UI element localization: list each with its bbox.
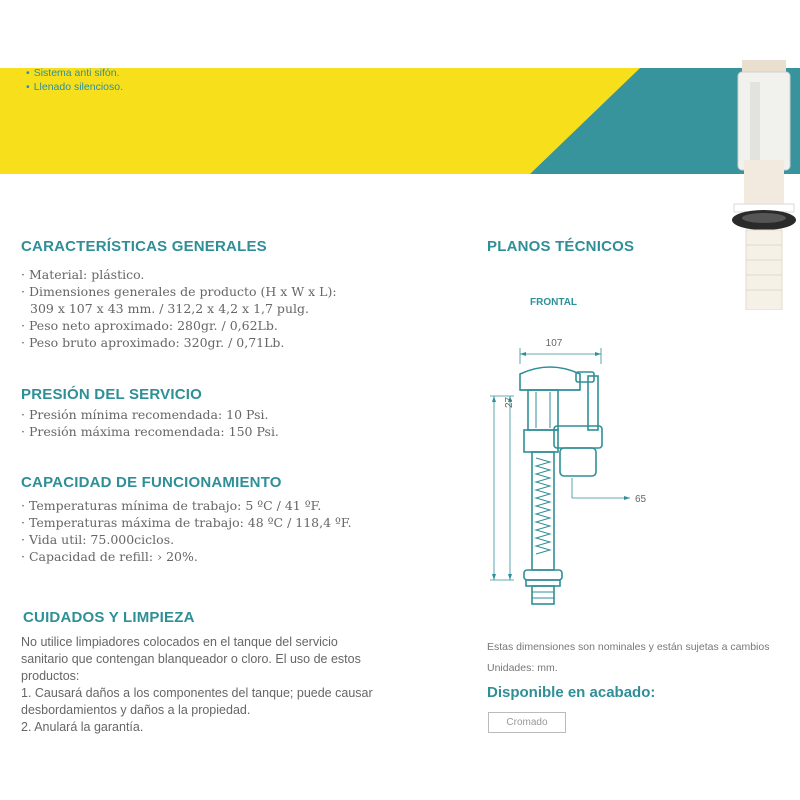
- fill-valve-photo: [728, 60, 800, 310]
- spec-item: · Vida util: 75.000ciclos.: [21, 532, 175, 547]
- spec-item: · Peso bruto aproximado: 320gr. / 0,71Lb.: [21, 335, 285, 350]
- presion-list: [21, 406, 279, 440]
- spec-item: · Capacidad de refill: › 20%.: [21, 549, 198, 564]
- section-title-presion: PRESIÓN DEL SERVICIO: [21, 386, 202, 403]
- units-note: Unidades: mm.: [487, 662, 558, 674]
- dim-height-label: 27: [504, 396, 515, 408]
- available-finish-title: Disponible en acabado:: [487, 684, 656, 701]
- section-title-caracteristicas: CARACTERÍSTICAS GENERALES: [21, 238, 267, 255]
- cuidados-line: 1. Causará daños a los componentes del tanque; puede causar: [21, 686, 373, 700]
- view-label-frontal: FRONTAL: [530, 297, 578, 308]
- spec-item: · Presión máxima recomendada: 150 Psi.: [21, 424, 279, 439]
- capacidad-list: [21, 497, 352, 565]
- section-title-capacidad: CAPACIDAD DE FUNCIONAMIENTO: [21, 474, 282, 491]
- dim-width-label: 107: [545, 338, 563, 349]
- feature-bullets: [26, 66, 123, 94]
- technical-drawing: [480, 330, 660, 610]
- dim-side-label: 65: [635, 494, 647, 505]
- cuidados-line: 2. Anulará la garantía.: [21, 720, 144, 734]
- spec-item: · Temperaturas mínima de trabajo: 5 ºC / 41 ºF.: [21, 498, 322, 513]
- cuidados-line: sanitario que contengan blanqueador o cloro. El uso de estos: [21, 652, 361, 666]
- spec-item: · Temperaturas máxima de trabajo: 48 ºC / 118,4 ºF.: [21, 515, 352, 530]
- spec-item: · Peso neto aproximado: 280gr. / 0,62Lb.: [21, 318, 278, 333]
- finish-option-cromado[interactable]: Cromado: [488, 712, 566, 733]
- feature-bullet: • Llenado silencioso.: [26, 80, 123, 94]
- spec-item: · Dimensiones generales de producto (H x W x L):: [21, 284, 337, 299]
- cuidados-line: productos:: [21, 669, 80, 683]
- dimensions-note: Estas dimensiones son nominales y están sujetas a cambios: [487, 641, 770, 653]
- spec-item: 309 x 107 x 43 mm. / 312,2 x 4,2 x 1,7 pulg.: [30, 301, 309, 316]
- spec-item: · Presión mínima recomendada: 10 Psi.: [21, 407, 269, 422]
- cuidados-text: [21, 634, 411, 736]
- spec-item: · Material: plástico.: [21, 267, 145, 282]
- section-title-planos: PLANOS TÉCNICOS: [487, 238, 635, 255]
- feature-bullet: • Sistema anti sifón.: [26, 66, 123, 80]
- cuidados-line: No utilice limpiadores colocados en el tanque del servicio: [21, 635, 338, 649]
- section-title-cuidados: CUIDADOS Y LIMPIEZA: [23, 609, 195, 626]
- cuidados-line: desbordamientos y daños a la propiedad.: [21, 703, 251, 717]
- caracteristicas-list: [21, 266, 337, 351]
